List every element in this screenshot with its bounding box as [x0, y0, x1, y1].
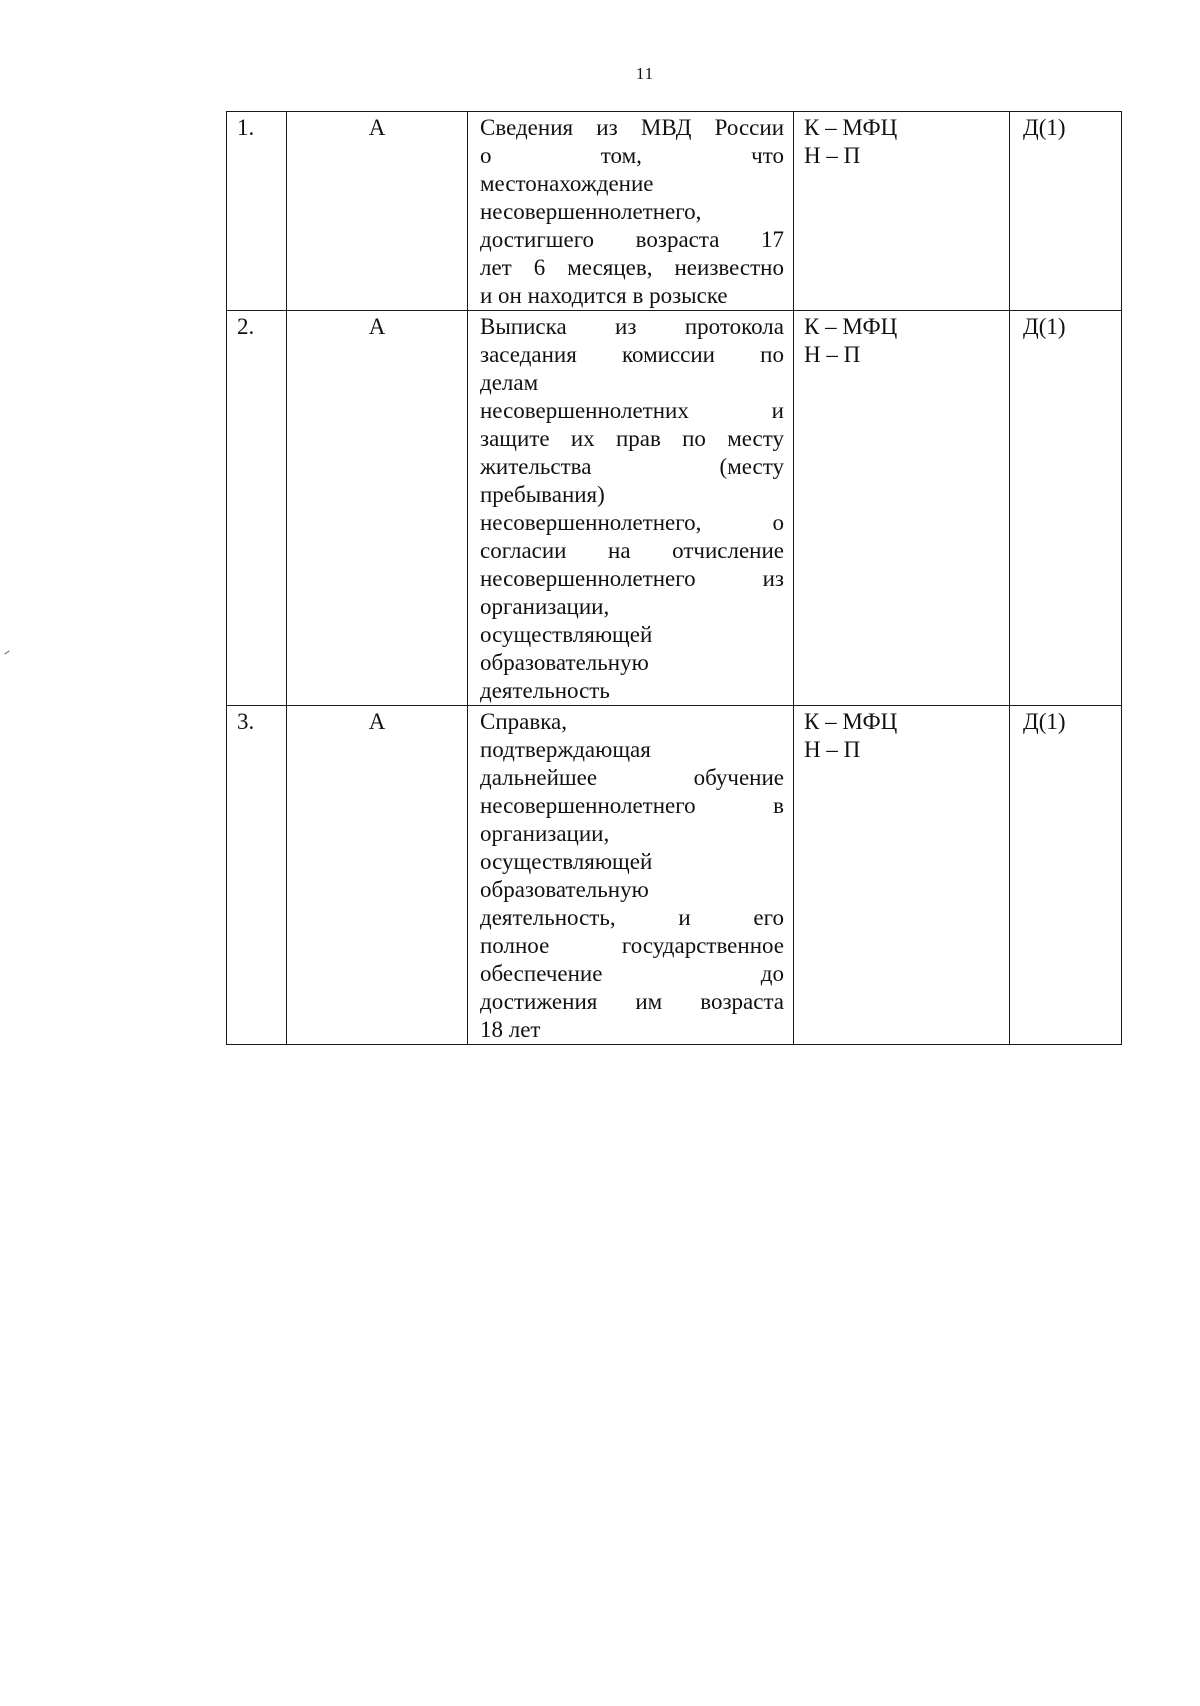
description-line: местонахождение	[480, 171, 654, 196]
row-description	[468, 706, 794, 1045]
description-line: обеспечение до	[480, 961, 784, 986]
description-line: несовершеннолетнего в	[480, 793, 784, 818]
description-line: делам	[480, 370, 539, 395]
page-number: 11	[635, 64, 655, 83]
description-line: лет 6 месяцев, неизвестно	[480, 255, 784, 280]
description-line: образовательную	[480, 877, 649, 902]
description-line: дальнейшее обучение	[480, 765, 784, 790]
row-location	[794, 311, 1010, 706]
row-stage: Д(1)	[1010, 706, 1122, 1045]
table-row	[227, 706, 1122, 1045]
location-line: Н – П	[804, 342, 861, 367]
description-line: полное государственное	[480, 933, 784, 958]
description-line: достигшего возраста 17	[480, 227, 784, 252]
row-stage: Д(1)	[1010, 311, 1122, 706]
row-description	[468, 112, 794, 311]
row-location	[794, 706, 1010, 1045]
table-body	[227, 112, 1122, 1045]
description-line: деятельность	[480, 678, 610, 703]
table-row	[227, 112, 1122, 311]
description-line: о том, что	[480, 143, 784, 168]
row-code: А	[287, 311, 468, 706]
row-number: 1.	[227, 112, 287, 311]
description-line: достижения им возраста	[480, 989, 784, 1014]
description-line: защите их прав по месту	[480, 426, 784, 451]
description-line: пребывания)	[480, 482, 605, 507]
row-code: А	[287, 112, 468, 311]
description-line: образовательную	[480, 650, 649, 675]
location-line: К – МФЦ	[804, 115, 898, 140]
description-line: несовершеннолетнего,	[480, 199, 702, 224]
documents-table	[226, 111, 1122, 1045]
description-line: осуществляющей	[480, 622, 653, 647]
description-line: деятельность, и его	[480, 905, 784, 930]
location-line: К – МФЦ	[804, 314, 898, 339]
description-line: согласии на отчисление	[480, 538, 784, 563]
description-line: несовершеннолетнего, о	[480, 510, 784, 535]
description-line: несовершеннолетнего из	[480, 566, 784, 591]
description-line: заседания комиссии по	[480, 342, 784, 367]
scan-artifact	[4, 650, 9, 654]
description-line: и он находится в розыске	[480, 283, 728, 308]
row-number: 3.	[227, 706, 287, 1045]
description-line: 18 лет	[480, 1017, 541, 1042]
description-line: Сведения из МВД России	[480, 115, 784, 140]
location-line: К – МФЦ	[804, 709, 898, 734]
location-line: Н – П	[804, 143, 861, 168]
description-line: жительства (месту	[480, 454, 784, 479]
row-location	[794, 112, 1010, 311]
description-line: организации,	[480, 594, 610, 619]
description-line: организации,	[480, 821, 610, 846]
row-description	[468, 311, 794, 706]
table-row	[227, 311, 1122, 706]
description-line: подтверждающая	[480, 737, 651, 762]
row-number: 2.	[227, 311, 287, 706]
location-line: Н – П	[804, 737, 861, 762]
description-line: Справка,	[480, 709, 568, 734]
description-line: осуществляющей	[480, 849, 653, 874]
description-line: несовершеннолетних и	[480, 398, 784, 423]
row-code: А	[287, 706, 468, 1045]
description-line: Выписка из протокола	[480, 314, 784, 339]
row-stage: Д(1)	[1010, 112, 1122, 311]
